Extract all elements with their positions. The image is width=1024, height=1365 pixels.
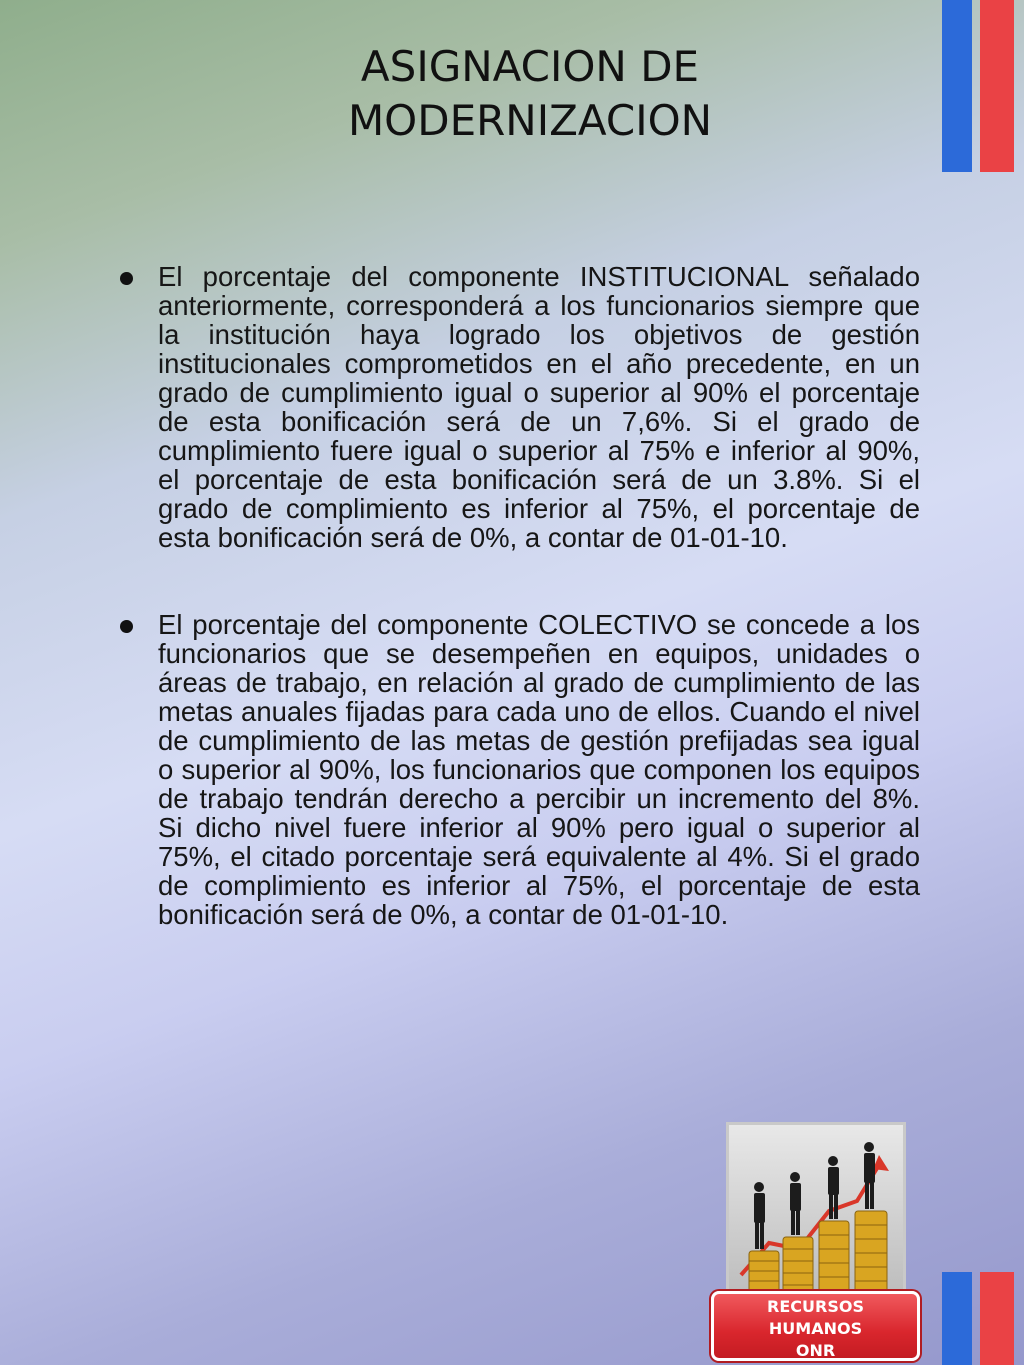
- slide-title: [250, 40, 810, 148]
- flag-stripes-top: [942, 0, 1014, 172]
- business-coins-photo: [726, 1122, 906, 1297]
- flag-blue-stripe: [942, 0, 972, 172]
- title-line-2: MODERNIZACION: [347, 96, 713, 145]
- title-line-1: ASIGNACION DE: [360, 42, 700, 91]
- recursos-humanos-badge: [711, 1291, 920, 1361]
- flag-red-stripe: [980, 1272, 1014, 1365]
- business-people-on-coin-stacks-icon: [729, 1125, 903, 1294]
- badge-line-3: ONR: [795, 1341, 836, 1360]
- bullet-text-colectivo: El porcentaje del componente COLECTIVO se concede a los funcionarios que se desempeñen en equipos, unidades o áreas de trabajo, en relación al grado de cumplimiento de las metas anuales fijadas para cada uno de ellos. Cuando el nivel de cumplimiento de las metas de gestión prefijadas sea igual o superior al 90%, los funcionarios que componen los equipos de trabajo tendrán derecho a percibir un incremento del 8%. Si dicho nivel fuere inferior al 90% pero igual o superior al 75%, el citado porcentaje será equivalente al 4%. Si el grado de complimiento es inferior al 75%, el porcentaje de esta bonificación será de 0%, a contar de 01-01-10.: [158, 609, 920, 930]
- flag-red-stripe: [980, 0, 1014, 172]
- bullet-text-institucional: El porcentaje del componente INSTITUCIONAL señalado anteriormente, corresponderá a los funcionarios siempre que la institución haya logrado los objetivos de gestión institucionales comprometidos en el año precedente, en un grado de cumplimiento igual o superior al 90% el porcentaje de esta bonificación será de un 7,6%. Si el grado de cumplimiento fuere igual o superior al 75% e inferior al 90%, el porcentaje de esta bonificación será de un 3.8%. Si el grado de complimiento es inferior al 75%, el porcentaje de esta bonificación será de 0%, a contar de 01-01-10.: [158, 261, 920, 553]
- flag-blue-stripe: [942, 1272, 972, 1365]
- badge-line-2: HUMANOS: [768, 1319, 863, 1338]
- bullet-dot-icon: [120, 272, 133, 285]
- bullet-item-institucional: [120, 262, 920, 552]
- flag-stripes-bottom: [942, 1272, 1014, 1365]
- badge-line-1: RECURSOS: [767, 1297, 864, 1316]
- bullet-list: [120, 262, 920, 987]
- bullet-dot-icon: [120, 620, 133, 633]
- bullet-item-colectivo: [120, 610, 920, 929]
